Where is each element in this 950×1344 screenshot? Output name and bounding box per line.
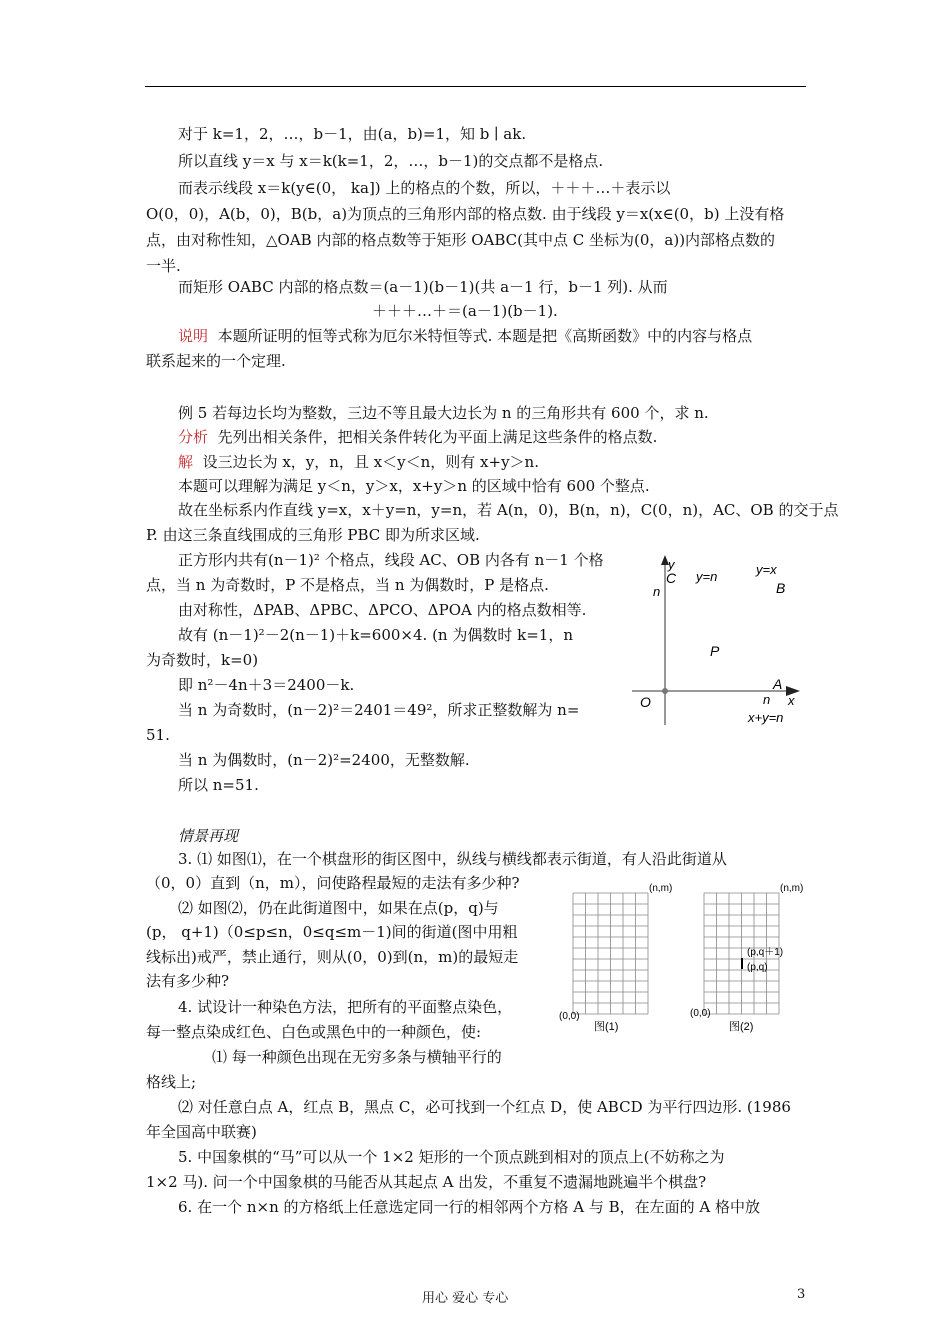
n-tick-label: n [653,584,661,599]
text-line: 年全国高中联赛) [146,1123,257,1141]
solution-line [178,452,539,472]
text-line: 51. [146,726,170,744]
text-line: (p， q+1)（0≤p≤n，0≤q≤m－1)间的街道(图中用粗 [146,923,518,941]
note-line [178,326,752,346]
text-line: 3. ⑴ 如图⑴，在一个棋盘形的街区图中，纵线与横线都表示街道，有人沿此街道从 [178,850,727,868]
analysis-line [178,427,657,447]
text-line: 当 n 为奇数时，(n－2)²＝2401＝49²，所求正整数解为 n= [178,701,580,719]
text-line: 本题可以理解为满足 y＜n，y＞x，x+y＞n 的区域中恰有 600 个整点. [178,477,650,495]
coordinate-figure [630,555,820,735]
corner-nm-label: (n,m) [780,883,804,894]
text-line: O(0，0)，A(b，0)，B(b，a)为顶点的三角形内部的格点数. 由于线段 y＝x(x∈(0，b) 上没有格 [146,205,785,223]
text-line: 法有多少种? [146,972,230,990]
section-heading: 情景再现 [178,827,239,845]
solution-label: 解 [178,453,194,471]
text-line: 即 n²－4n＋3＝2400－k. [178,676,355,694]
line-x-plus-y-label: x+y=n [748,710,784,725]
text-line: 4. 试设计一种染色方法，把所有的平面整点染色， [178,998,513,1016]
text-line: ⑵ 对任意白点 A，红点 B，黑点 C，必可找到一个红点 D，使 ABCD 为平行四边形. (1986 [178,1098,791,1116]
text-line: 由对称性，ΔPAB、ΔPBC、ΔPCO、ΔPOA 内的格点数相等. [178,601,587,619]
text-line: 故在坐标系内作直线 y=x，x＋y=n，y=n，若 A(n，0)，B(n，n)，C(0，n)，AC、OB 的交于点 [178,501,839,519]
text-line: 联系起来的一个定理. [146,352,286,370]
text-line: 一半. [146,257,181,275]
x-axis-label: x [788,693,795,708]
text-line: 格线上; [146,1073,197,1091]
figure-caption: 图(2) [729,1021,754,1033]
text-line: 对于 k=1，2，…，b－1，由(a，b)=1，知 b ∣ ak. [178,125,527,143]
text-line: 为奇数时，k=0) [146,651,259,669]
origin-label: (0,0) [559,1011,580,1022]
analysis-text: 先列出相关条件，把相关条件转化为平面上满足这些条件的格点数. [217,428,658,446]
solution-text: 设三边长为 x，y，n，且 x＜y＜n，则有 x+y＞n. [202,453,539,471]
page-number: 3 [797,1287,806,1302]
text-line: 点，由对称性知，△OAB 内部的格点数等于矩形 OABC(其中点 C 坐标为(0，a))内部格点数的 [146,231,776,249]
text-line: 所以直线 y＝x 与 x＝k(k=1，2，…，b－1)的交点都不是格点. [178,152,604,170]
y-axis-label: y [668,557,675,572]
note-text: 本题所证明的恒等式称为厄尔米特恒等式. 本题是把《高斯函数》中的内容与格点 [217,327,753,345]
text-line: （0，0）直到（n，m），问使路程最短的走法有多少种? [146,874,520,892]
text-line: 而表示线段 x＝k(y∈(0， ka]) 上的格点的个数，所以，＋＋＋…＋表示以 [178,179,671,197]
origin-label: O [640,694,651,710]
text-line: 故有 (n－1)²－2(n－1)＋k=600×4. (n 为偶数时 k=1，n [178,626,573,644]
point-a-label: A [773,676,783,692]
origin-label: (0,0) [690,1008,711,1019]
point-pq-label: (p,q) [747,962,768,973]
point-p-label: P [710,643,720,659]
line-y-eq-x-label: y=x [756,562,777,577]
footer-motto: 用心 爱心 专心 [422,1291,509,1306]
text-line: 6. 在一个 n×n 的方格纸上任意选定同一行的相邻两个方格 A 与 B，在左面的 A 格中放 [178,1198,761,1216]
text-line: ⑴ 每一种颜色出现在无穷多条与横轴平行的 [212,1048,502,1066]
point-pq1-label: (p,q＋1) [747,947,784,958]
text-line: 而矩形 OABC 内部的格点数＝(a－1)(b－1)(共 a－1 行，b－1 列). 从而 [178,278,668,296]
line-y-eq-n-label: y=n [696,569,718,584]
note-label: 说明 [178,327,209,345]
text-line: 每一整点染成红色、白色或黑色中的一种颜色，使: [146,1023,482,1041]
grid-figure-1 [555,876,690,1038]
point-c-label: C [666,570,677,586]
grid-figure-2 [686,876,821,1038]
text-line: 点，当 n 为奇数时，P 不是格点，当 n 为偶数时，P 是格点. [146,576,549,594]
text-line: 所以 n=51. [178,776,259,794]
text-line: P. 由这三条直线围成的三角形 PBC 即为所求区域. [146,526,480,544]
header-rule [145,86,806,87]
analysis-label: 分析 [178,428,209,446]
grid-lines [573,893,648,1014]
text-line: 正方形内共有(n－1)² 个格点，线段 AC、OB 内各有 n－1 个格 [178,551,604,569]
text-line: 5. 中国象棋的“马”可以从一个 1×2 矩形的一个顶点跳到相对的顶点上(不妨称之为 [178,1148,725,1166]
n-tick-label: n [763,692,771,707]
text-line: 线标出)戒严，禁止通行，则从(0，0)到(n，m)的最短走 [146,948,519,966]
figure-caption: 图(1) [594,1021,619,1033]
formula-line: ＋＋＋…＋＝(a－1)(b－1). [372,302,558,320]
corner-nm-label: (n,m) [649,883,673,894]
origin-dot [662,688,668,694]
example-title: 例 5 若每边长均为整数，三边不等且最大边长为 n 的三角形共有 600 个，求 n. [178,404,709,422]
point-b-label: B [776,580,786,596]
text-line: 当 n 为偶数时，(n－2)²=2400，无整数解. [178,751,470,769]
text-line: 1×2 马). 问一个中国象棋的马能否从其起点 A 出发，不重复不遗漏地跳遍半个棋盘? [146,1173,707,1191]
text-line: ⑵ 如图⑵，仍在此街道图中，如果在点(p，q)与 [178,899,499,917]
